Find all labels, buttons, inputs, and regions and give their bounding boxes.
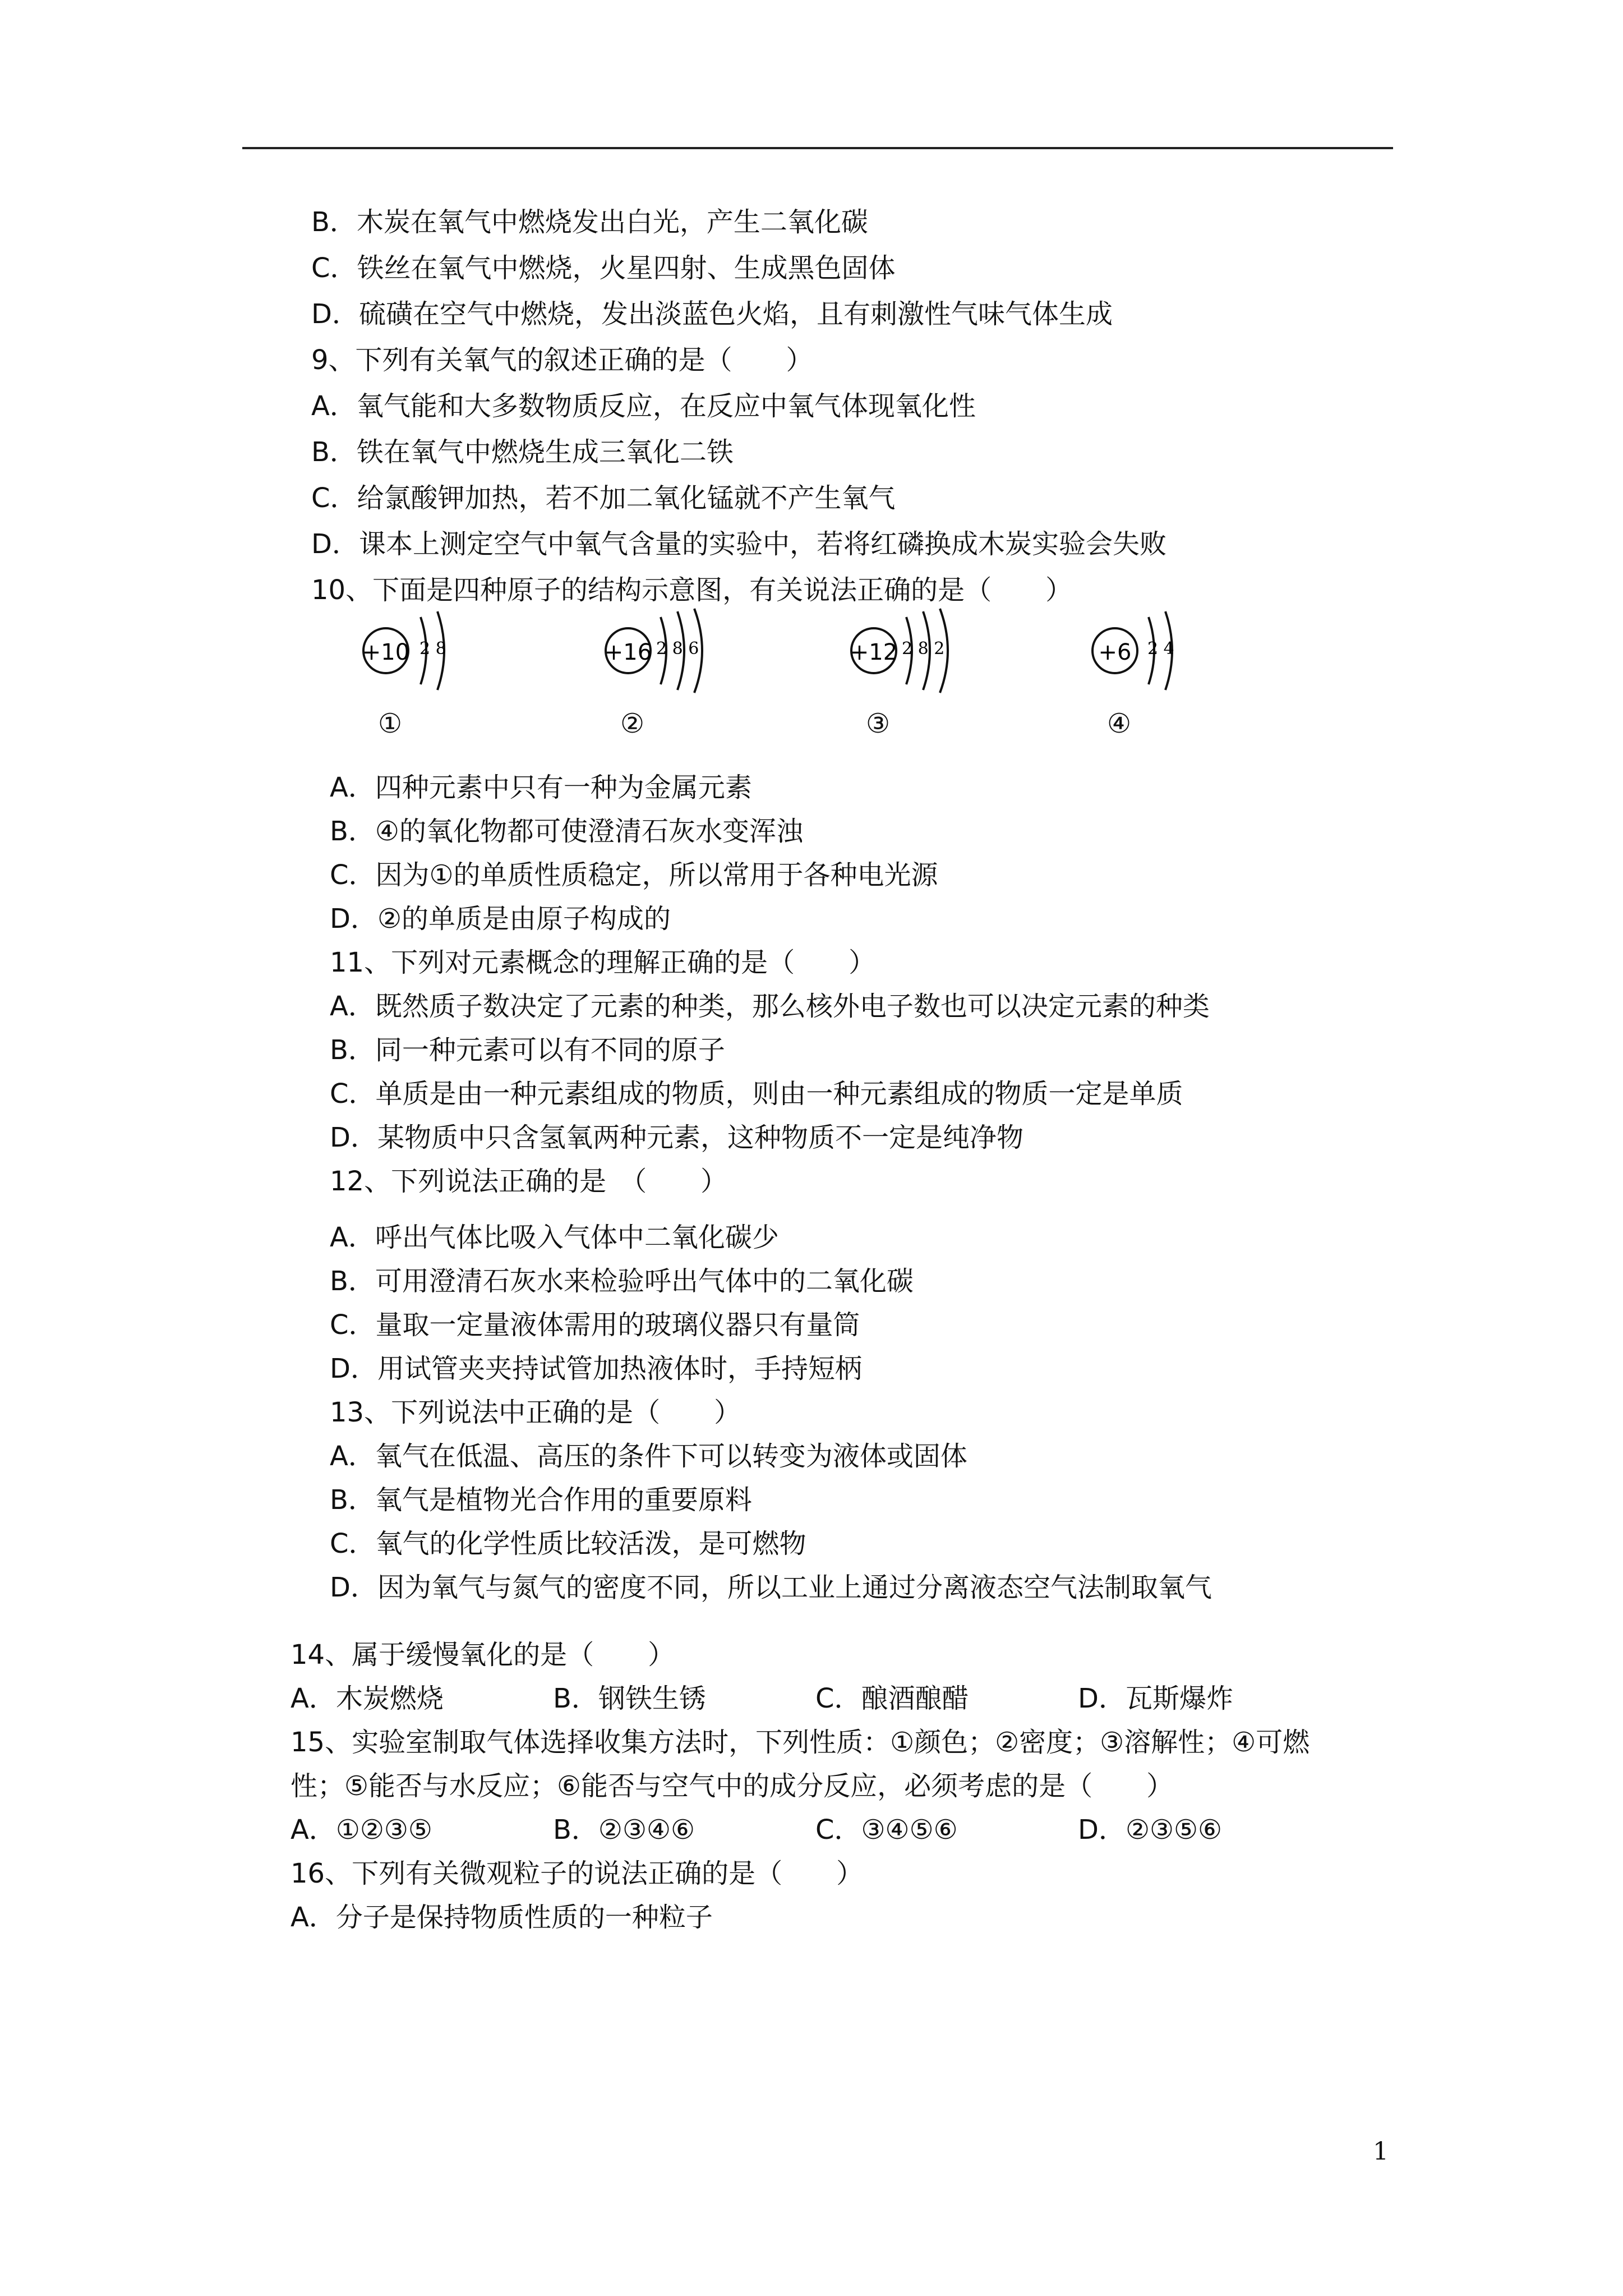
q14-option-b: B．钢铁生锈 xyxy=(553,1683,706,1714)
q14-option-d: D．瓦斯爆炸 xyxy=(1078,1683,1233,1714)
atom-4-shells: 2 4 xyxy=(1147,639,1174,659)
q9-option-b: B．铁在氧气中燃烧生成三氧化二铁 xyxy=(311,436,734,468)
question-10: 10、下面是四种原子的结构示意图，有关说法正确的是（ ） xyxy=(311,574,1073,606)
q12-option-a: A．呼出气体比吸入气体中二氧化碳少 xyxy=(330,1222,779,1253)
q9-option-d: D．课本上测定空气中氧气含量的实验中，若将红磷换成木炭实验会失败 xyxy=(311,528,1166,560)
atom-3-label: ③ xyxy=(866,708,891,739)
q8-option-d: D．硫磺在空气中燃烧，发出淡蓝色火焰，且有刺激性气味气体生成 xyxy=(311,298,1113,330)
atom-structure-diagrams xyxy=(314,606,1211,746)
q9-option-c: C．给氯酸钾加热，若不加二氧化锰就不产生氧气 xyxy=(311,482,896,514)
q14-option-c: C．酿酒酿醋 xyxy=(815,1683,969,1714)
atom-3-nucleus: +12 xyxy=(850,639,898,665)
atom-2-shells: 2 8 6 xyxy=(656,639,699,659)
q11-option-c: C．单质是由一种元素组成的物质，则由一种元素组成的物质一定是单质 xyxy=(330,1078,1183,1110)
question-14: 14、属于缓慢氧化的是（ ） xyxy=(291,1639,675,1671)
q15-option-d: D．②③⑤⑥ xyxy=(1078,1814,1223,1846)
atom-diagram-3 xyxy=(847,606,993,746)
atom-2-label: ② xyxy=(620,708,645,739)
q13-option-a: A．氧气在低温、高压的条件下可以转变为液体或固体 xyxy=(330,1441,967,1472)
q14-option-a: A．木炭燃烧 xyxy=(291,1683,444,1714)
q11-option-d: D．某物质中只含氢氧两种元素，这种物质不一定是纯净物 xyxy=(330,1122,1023,1153)
header-rule xyxy=(242,147,1393,149)
q11-option-a: A．既然质子数决定了元素的种类，那么核外电子数也可以决定元素的种类 xyxy=(330,991,1210,1022)
q8-option-b: B．木炭在氧气中燃烧发出白光，产生二氧化碳 xyxy=(311,206,868,238)
atom-4-nucleus: +6 xyxy=(1098,639,1132,665)
atom-3-shells: 2 8 2 xyxy=(902,639,945,659)
atom-4-label: ④ xyxy=(1107,708,1132,739)
question-15-line-2: 性；⑤能否与水反应；⑥能否与空气中的成分反应，必须考虑的是（ ） xyxy=(291,1770,1174,1802)
q13-option-b: B．氧气是植物光合作用的重要原料 xyxy=(330,1484,752,1516)
atom-diagram-1 xyxy=(359,606,505,746)
q8-option-c: C．铁丝在氧气中燃烧，火星四射、生成黑色固体 xyxy=(311,252,896,284)
question-13: 13、下列说法中正确的是（ ） xyxy=(330,1397,741,1428)
q10-option-a: A．四种元素中只有一种为金属元素 xyxy=(330,772,752,803)
q11-option-b: B．同一种元素可以有不同的原子 xyxy=(330,1034,725,1066)
q13-option-c: C．氧气的化学性质比较活泼，是可燃物 xyxy=(330,1528,806,1559)
q10-option-d: D．②的单质是由原子构成的 xyxy=(330,903,671,935)
q13-option-d: D．因为氧气与氮气的密度不同，所以工业上通过分离液态空气法制取氧气 xyxy=(330,1572,1212,1603)
atom-2-nucleus: +16 xyxy=(604,639,652,665)
q15-option-a: A．①②③⑤ xyxy=(291,1814,432,1846)
q10-option-b: B．④的氧化物都可使澄清石灰水变浑浊 xyxy=(330,816,803,847)
atom-1-nucleus: +10 xyxy=(362,639,410,665)
question-15-line-1: 15、实验室制取气体选择收集方法时，下列性质：①颜色；②密度；③溶解性；④可燃 xyxy=(291,1727,1310,1758)
atom-1-label: ① xyxy=(378,708,403,739)
question-12: 12、下列说法正确的是 （ ） xyxy=(330,1166,728,1197)
q10-option-c: C．因为①的单质性质稳定，所以常用于各种电光源 xyxy=(330,859,938,891)
q15-option-b: B．②③④⑥ xyxy=(553,1814,695,1846)
atom-diagram-2 xyxy=(601,606,747,746)
q12-option-d: D．用试管夹夹持试管加热液体时，手持短柄 xyxy=(330,1353,862,1384)
atom-1-shells: 2 8 xyxy=(419,639,446,659)
question-11: 11、下列对元素概念的理解正确的是（ ） xyxy=(330,947,876,978)
q12-option-c: C．量取一定量液体需用的玻璃仪器只有量筒 xyxy=(330,1309,860,1341)
page-number: 1 xyxy=(1373,2137,1389,2166)
q9-option-a: A．氧气能和大多数物质反应，在反应中氧气体现氧化性 xyxy=(311,390,976,422)
q15-option-c: C．③④⑤⑥ xyxy=(815,1814,958,1846)
atom-diagram-4 xyxy=(1088,606,1234,746)
question-16: 16、下列有关微观粒子的说法正确的是（ ） xyxy=(291,1858,864,1889)
question-9: 9、下列有关氧气的叙述正确的是（ ） xyxy=(311,344,813,376)
q12-option-b: B．可用澄清石灰水来检验呼出气体中的二氧化碳 xyxy=(330,1266,914,1297)
q16-option-a: A．分子是保持物质性质的一种粒子 xyxy=(291,1902,713,1933)
